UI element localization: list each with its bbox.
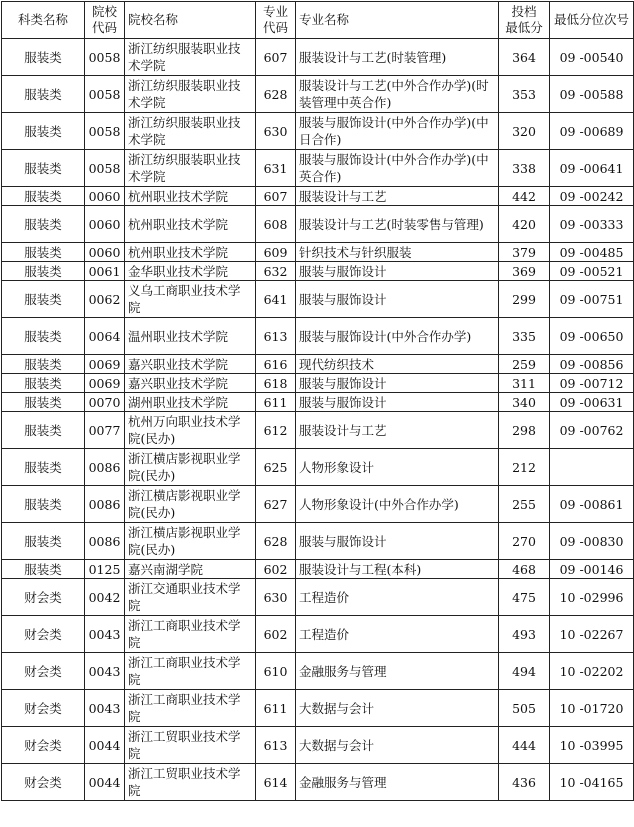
min-rank-cell: 09 -00762 <box>550 412 634 449</box>
major-code-cell: 631 <box>256 150 296 187</box>
school-name-cell: 浙江纺织服装职业技术学院 <box>125 39 256 76</box>
major-code-cell: 610 <box>256 653 296 690</box>
category-cell: 服装类 <box>2 206 85 243</box>
min-score-cell: 320 <box>499 113 550 150</box>
min-score-cell: 493 <box>499 616 550 653</box>
table-row <box>2 206 634 243</box>
category-cell: 服装类 <box>2 262 85 281</box>
min-score-cell: 335 <box>499 318 550 355</box>
min-rank-cell: 10 -03995 <box>550 727 634 764</box>
school-code-cell: 0060 <box>85 187 125 206</box>
min-rank-cell: 10 -02267 <box>550 616 634 653</box>
category-cell: 服装类 <box>2 187 85 206</box>
table-row <box>2 690 634 727</box>
major-code-cell: 628 <box>256 523 296 560</box>
school-name-cell: 杭州职业技术学院 <box>125 243 256 262</box>
header-category: 科类名称 <box>2 2 85 39</box>
category-cell: 财会类 <box>2 764 85 801</box>
major-code-cell: 613 <box>256 727 296 764</box>
school-name-cell: 浙江工贸职业技术学院 <box>125 764 256 801</box>
min-rank-cell: 09 -00146 <box>550 560 634 579</box>
min-rank-cell: 10 -02996 <box>550 579 634 616</box>
school-name-cell: 嘉兴职业技术学院 <box>125 374 256 393</box>
table-row <box>2 187 634 206</box>
table-row <box>2 318 634 355</box>
school-code-cell: 0060 <box>85 243 125 262</box>
major-code-cell: 632 <box>256 262 296 281</box>
major-code-cell: 627 <box>256 486 296 523</box>
school-code-cell: 0043 <box>85 616 125 653</box>
category-cell: 服装类 <box>2 76 85 113</box>
table-row <box>2 355 634 374</box>
table-body <box>2 39 634 801</box>
major-name-cell: 工程造价 <box>296 616 499 653</box>
major-code-cell: 608 <box>256 206 296 243</box>
school-name-cell: 杭州职业技术学院 <box>125 206 256 243</box>
header-min-score: 投档 最低分 <box>499 2 550 39</box>
school-name-cell: 浙江工商职业技术学院 <box>125 616 256 653</box>
major-code-cell: 602 <box>256 616 296 653</box>
major-code-cell: 611 <box>256 393 296 412</box>
header-row <box>2 2 634 39</box>
min-rank-cell: 09 -00751 <box>550 281 634 318</box>
major-code-cell: 612 <box>256 412 296 449</box>
category-cell: 财会类 <box>2 579 85 616</box>
min-score-cell: 212 <box>499 449 550 486</box>
school-name-cell: 嘉兴职业技术学院 <box>125 355 256 374</box>
major-code-cell: 607 <box>256 39 296 76</box>
min-score-cell: 270 <box>499 523 550 560</box>
major-code-cell: 630 <box>256 579 296 616</box>
major-name-cell: 大数据与会计 <box>296 690 499 727</box>
table-row <box>2 113 634 150</box>
min-rank-cell: 10 -04165 <box>550 764 634 801</box>
major-code-cell: 616 <box>256 355 296 374</box>
school-code-cell: 0058 <box>85 39 125 76</box>
major-code-cell: 628 <box>256 76 296 113</box>
school-code-cell: 0042 <box>85 579 125 616</box>
school-code-cell: 0086 <box>85 486 125 523</box>
category-cell: 服装类 <box>2 318 85 355</box>
major-name-cell: 服装设计与工程(本科) <box>296 560 499 579</box>
table-row <box>2 393 634 412</box>
school-code-cell: 0069 <box>85 374 125 393</box>
table-row <box>2 262 634 281</box>
major-name-cell: 服装与服饰设计 <box>296 262 499 281</box>
major-name-cell: 服装设计与工艺(时装管理) <box>296 39 499 76</box>
table-row <box>2 449 634 486</box>
category-cell: 服装类 <box>2 560 85 579</box>
table-row <box>2 486 634 523</box>
min-rank-cell: 09 -00641 <box>550 150 634 187</box>
min-rank-cell: 09 -00588 <box>550 76 634 113</box>
min-score-cell: 442 <box>499 187 550 206</box>
min-score-cell: 444 <box>499 727 550 764</box>
school-code-cell: 0058 <box>85 76 125 113</box>
min-rank-cell: 09 -00712 <box>550 374 634 393</box>
major-code-cell: 625 <box>256 449 296 486</box>
school-code-cell: 0125 <box>85 560 125 579</box>
min-rank-cell: 09 -00540 <box>550 39 634 76</box>
school-name-cell: 金华职业技术学院 <box>125 262 256 281</box>
admission-score-table <box>1 1 634 801</box>
table-row <box>2 727 634 764</box>
school-code-cell: 0070 <box>85 393 125 412</box>
major-name-cell: 人物形象设计 <box>296 449 499 486</box>
min-rank-cell: 09 -00631 <box>550 393 634 412</box>
min-rank-cell: 09 -00689 <box>550 113 634 150</box>
school-name-cell: 杭州万向职业技术学院(民办) <box>125 412 256 449</box>
major-code-cell: 618 <box>256 374 296 393</box>
school-code-cell: 0060 <box>85 206 125 243</box>
table-row <box>2 412 634 449</box>
school-code-cell: 0062 <box>85 281 125 318</box>
major-code-cell: 611 <box>256 690 296 727</box>
major-name-cell: 服装与服饰设计(中外合作办学)(中英合作) <box>296 150 499 187</box>
min-score-cell: 436 <box>499 764 550 801</box>
school-code-cell: 0077 <box>85 412 125 449</box>
school-code-cell: 0044 <box>85 764 125 801</box>
min-rank-cell: 09 -00650 <box>550 318 634 355</box>
school-name-cell: 浙江横店影视职业学院(民办) <box>125 486 256 523</box>
min-score-cell: 420 <box>499 206 550 243</box>
min-score-cell: 311 <box>499 374 550 393</box>
table-row <box>2 616 634 653</box>
min-rank-cell: 09 -00861 <box>550 486 634 523</box>
major-name-cell: 服装设计与工艺(时装零售与管理) <box>296 206 499 243</box>
header-major-code: 专业 代码 <box>256 2 296 39</box>
min-score-cell: 379 <box>499 243 550 262</box>
min-score-cell: 353 <box>499 76 550 113</box>
category-cell: 服装类 <box>2 113 85 150</box>
school-code-cell: 0043 <box>85 653 125 690</box>
major-code-cell: 607 <box>256 187 296 206</box>
min-rank-cell: 09 -00242 <box>550 187 634 206</box>
category-cell: 服装类 <box>2 39 85 76</box>
min-rank-cell: 09 -00830 <box>550 523 634 560</box>
school-name-cell: 浙江纺织服装职业技术学院 <box>125 76 256 113</box>
min-score-cell: 340 <box>499 393 550 412</box>
min-score-cell: 338 <box>499 150 550 187</box>
major-name-cell: 金融服务与管理 <box>296 653 499 690</box>
school-code-cell: 0086 <box>85 449 125 486</box>
min-score-cell: 259 <box>499 355 550 374</box>
category-cell: 财会类 <box>2 616 85 653</box>
min-rank-cell: 09 -00333 <box>550 206 634 243</box>
major-code-cell: 630 <box>256 113 296 150</box>
table-row <box>2 150 634 187</box>
school-code-cell: 0044 <box>85 727 125 764</box>
school-name-cell: 嘉兴南湖学院 <box>125 560 256 579</box>
school-name-cell: 浙江纺织服装职业技术学院 <box>125 113 256 150</box>
min-score-cell: 255 <box>499 486 550 523</box>
major-name-cell: 服装与服饰设计 <box>296 393 499 412</box>
category-cell: 服装类 <box>2 412 85 449</box>
major-name-cell: 大数据与会计 <box>296 727 499 764</box>
school-code-cell: 0061 <box>85 262 125 281</box>
min-rank-cell <box>550 449 634 486</box>
category-cell: 服装类 <box>2 281 85 318</box>
min-rank-cell: 09 -00485 <box>550 243 634 262</box>
table-row <box>2 764 634 801</box>
table-row <box>2 374 634 393</box>
school-name-cell: 杭州职业技术学院 <box>125 187 256 206</box>
min-rank-cell: 10 -01720 <box>550 690 634 727</box>
category-cell: 财会类 <box>2 653 85 690</box>
major-code-cell: 613 <box>256 318 296 355</box>
min-score-cell: 364 <box>499 39 550 76</box>
major-name-cell: 人物形象设计(中外合作办学) <box>296 486 499 523</box>
major-name-cell: 服装与服饰设计 <box>296 523 499 560</box>
major-name-cell: 服装与服饰设计(中外合作办学)(中日合作) <box>296 113 499 150</box>
min-score-cell: 299 <box>499 281 550 318</box>
major-name-cell: 服装与服饰设计 <box>296 281 499 318</box>
major-name-cell: 针织技术与针织服装 <box>296 243 499 262</box>
min-rank-cell: 09 -00856 <box>550 355 634 374</box>
school-code-cell: 0069 <box>85 355 125 374</box>
min-score-cell: 298 <box>499 412 550 449</box>
header-school-code: 院校 代码 <box>85 2 125 39</box>
table-row <box>2 560 634 579</box>
school-code-cell: 0058 <box>85 113 125 150</box>
school-name-cell: 浙江交通职业技术学院 <box>125 579 256 616</box>
header-major-name: 专业名称 <box>296 2 499 39</box>
school-name-cell: 浙江横店影视职业学院(民办) <box>125 449 256 486</box>
school-code-cell: 0064 <box>85 318 125 355</box>
major-name-cell: 服装与服饰设计(中外合作办学) <box>296 318 499 355</box>
major-name-cell: 服装设计与工艺(中外合作办学)(时装管理中英合作) <box>296 76 499 113</box>
min-rank-cell: 09 -00521 <box>550 262 634 281</box>
major-name-cell: 工程造价 <box>296 579 499 616</box>
min-score-cell: 468 <box>499 560 550 579</box>
category-cell: 服装类 <box>2 374 85 393</box>
major-name-cell: 服装设计与工艺 <box>296 412 499 449</box>
school-name-cell: 温州职业技术学院 <box>125 318 256 355</box>
school-name-cell: 义乌工商职业技术学院 <box>125 281 256 318</box>
table-row <box>2 523 634 560</box>
table-row <box>2 281 634 318</box>
category-cell: 服装类 <box>2 243 85 262</box>
school-name-cell: 浙江工商职业技术学院 <box>125 653 256 690</box>
school-name-cell: 浙江工贸职业技术学院 <box>125 727 256 764</box>
major-name-cell: 服装与服饰设计 <box>296 374 499 393</box>
school-code-cell: 0086 <box>85 523 125 560</box>
major-name-cell: 金融服务与管理 <box>296 764 499 801</box>
school-name-cell: 浙江横店影视职业学院(民办) <box>125 523 256 560</box>
major-code-cell: 641 <box>256 281 296 318</box>
major-code-cell: 602 <box>256 560 296 579</box>
min-rank-cell: 10 -02202 <box>550 653 634 690</box>
table-row <box>2 76 634 113</box>
min-score-cell: 475 <box>499 579 550 616</box>
category-cell: 服装类 <box>2 523 85 560</box>
table-row <box>2 39 634 76</box>
major-name-cell: 现代纺织技术 <box>296 355 499 374</box>
category-cell: 服装类 <box>2 393 85 412</box>
major-code-cell: 609 <box>256 243 296 262</box>
category-cell: 服装类 <box>2 355 85 374</box>
category-cell: 财会类 <box>2 727 85 764</box>
category-cell: 服装类 <box>2 486 85 523</box>
category-cell: 财会类 <box>2 690 85 727</box>
school-code-cell: 0043 <box>85 690 125 727</box>
min-score-cell: 369 <box>499 262 550 281</box>
header-school-name: 院校名称 <box>125 2 256 39</box>
category-cell: 服装类 <box>2 150 85 187</box>
min-score-cell: 505 <box>499 690 550 727</box>
category-cell: 服装类 <box>2 449 85 486</box>
major-name-cell: 服装设计与工艺 <box>296 187 499 206</box>
school-name-cell: 浙江工商职业技术学院 <box>125 690 256 727</box>
header-min-rank: 最低分位次号 <box>550 2 634 39</box>
major-code-cell: 614 <box>256 764 296 801</box>
min-score-cell: 494 <box>499 653 550 690</box>
table-row <box>2 243 634 262</box>
table-row <box>2 579 634 616</box>
school-name-cell: 湖州职业技术学院 <box>125 393 256 412</box>
table-row <box>2 653 634 690</box>
school-name-cell: 浙江纺织服装职业技术学院 <box>125 150 256 187</box>
school-code-cell: 0058 <box>85 150 125 187</box>
